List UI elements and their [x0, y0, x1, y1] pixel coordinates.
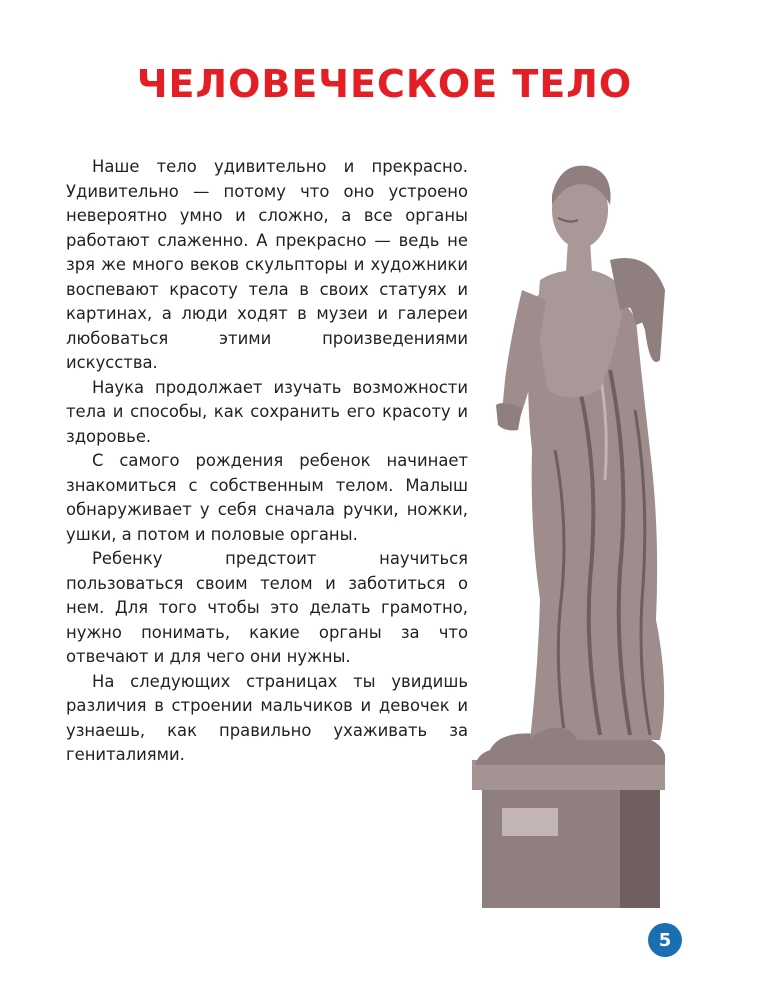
pedestal-shadow: [620, 785, 660, 908]
paragraph-5: На следующих страницах ты увидишь различия в строении мальчиков и девочек и узнаешь, как правильно ухаживать за гениталиями.: [66, 671, 468, 764]
body-text: [66, 155, 468, 768]
page-number-badge: 5: [648, 923, 682, 957]
paragraph-4: Ребенку предстоит научиться пользоваться своим телом и заботиться о нем. Для того чтобы это делать грамотно, нужно понимать, какие органы за что отвечают и для чего они нужны.: [66, 549, 468, 666]
statue-icon: [460, 150, 690, 910]
paragraph-3: С самого рождения ребенок начинает знакомиться с собственным телом. Малыш обнаруживает у себя сначала ручки, ножки, ушки, а потом и половые органы.: [66, 451, 468, 544]
page-title: ЧЕЛОВЕЧЕСКОЕ ТЕЛО: [136, 62, 633, 106]
paragraph-1: Наше тело удивительно и прекрасно. Удивительно — потому что оно устроено невероятно умно и сложно, а все органы работают слаженно. А прекрасно — ведь не зря же много веков скульпторы и художники воспевают красоту тела в своих статуях и картинах, а люди ходят в музеи и галереи любоваться этими произведениями искусства.: [66, 157, 468, 372]
paragraph-2: Наука продолжает изучать возможности тела и способы, как сохранить его красоту и здоровье.: [66, 377, 468, 446]
pedestal-plaque: [502, 808, 558, 836]
